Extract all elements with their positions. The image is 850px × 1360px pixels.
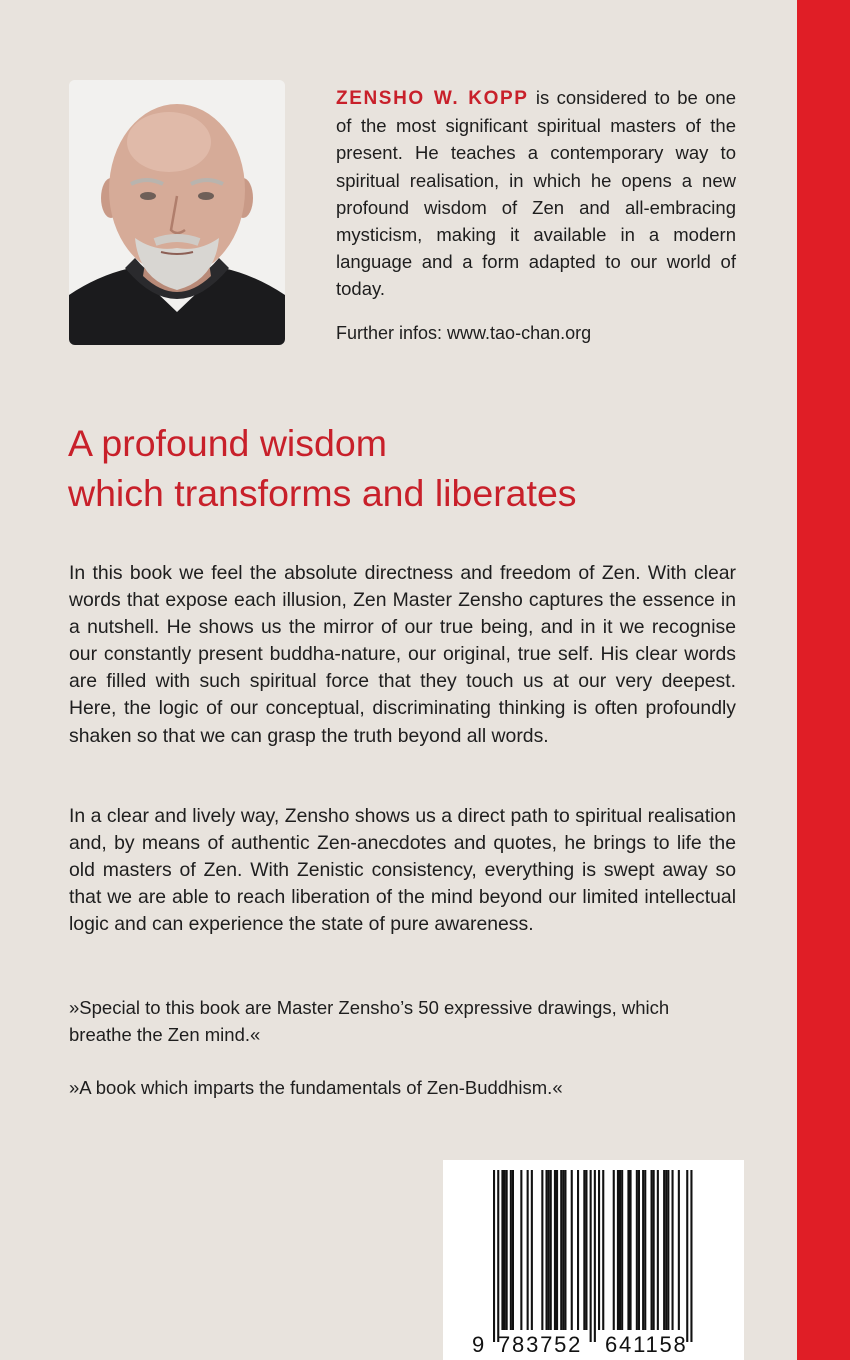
barcode-bar xyxy=(493,1170,495,1342)
isbn-barcode xyxy=(443,1160,744,1360)
barcode-bar xyxy=(644,1170,646,1330)
description-paragraph-2: In a clear and lively way, Zensho shows us a direct path to spiritual realisation and, by means of authentic Zen-anecdotes and quotes, he brings to life the old masters of Zen. With Zenistic consistency, everything is swept away so that we are able to reach liberation of the mind beyond our limited intellectual logic and can experience the state of pure awareness. xyxy=(69,805,736,936)
review-quote-2: »A book which imparts the fundamentals of Zen-Buddhism.« xyxy=(69,1077,563,1098)
barcode-bar xyxy=(665,1170,667,1330)
barcode-bar xyxy=(598,1170,600,1330)
barcode-bar xyxy=(583,1170,585,1330)
barcode-right-digits: 641158 xyxy=(605,1332,688,1357)
barcode-bar xyxy=(630,1170,632,1330)
headline-line-2: which transforms and liberates xyxy=(68,472,577,514)
barcode-bar xyxy=(504,1170,506,1330)
barcode-bar xyxy=(602,1170,604,1330)
further-info-link: Further infos: www.tao-chan.org xyxy=(336,323,592,343)
barcode-bar xyxy=(651,1170,653,1330)
barcode-bar xyxy=(564,1170,566,1330)
barcode-bar xyxy=(556,1170,558,1330)
barcode-bar xyxy=(506,1170,508,1330)
barcode-bar xyxy=(546,1170,548,1330)
barcode-bar xyxy=(554,1170,556,1330)
barcode-bar xyxy=(527,1170,529,1330)
barcode-bar xyxy=(562,1170,564,1330)
barcode-bar xyxy=(560,1170,562,1330)
author-photo xyxy=(69,80,285,345)
barcode-bar xyxy=(667,1170,669,1330)
barcode-bar xyxy=(621,1170,623,1330)
barcode-bar xyxy=(690,1170,692,1342)
barcode-lead-digit: 9 xyxy=(472,1332,485,1357)
barcode-bar xyxy=(613,1170,615,1330)
headline-line-1: A profound wisdom xyxy=(68,422,387,464)
barcode-bar xyxy=(571,1170,573,1330)
barcode-bar xyxy=(497,1170,499,1342)
barcode-bar xyxy=(678,1170,680,1330)
spine-color-stripe xyxy=(797,0,850,1360)
headline xyxy=(68,418,768,518)
review-quote-1: »Special to this book are Master Zensho’s 50 expressive drawings, which breathe the Zen mind.« xyxy=(69,997,670,1045)
barcode-bar xyxy=(590,1170,592,1342)
barcode-bar xyxy=(531,1170,533,1330)
barcode-bars xyxy=(443,1160,744,1360)
barcode-bar xyxy=(663,1170,665,1330)
barcode-bar xyxy=(550,1170,552,1330)
barcode-bar xyxy=(686,1170,688,1342)
author-name: ZENSHO W. KOPP xyxy=(336,88,529,109)
barcode-bar xyxy=(617,1170,619,1330)
barcode-bar xyxy=(510,1170,512,1330)
author-bio xyxy=(336,84,736,303)
barcode-bar xyxy=(619,1170,621,1330)
barcode-bar xyxy=(657,1170,659,1330)
barcode-bar xyxy=(672,1170,674,1330)
description-paragraph-1: In this book we feel the absolute directness and freedom of Zen. With clear words that expose each illusion, Zen Master Zensho captures the essence in a nutshell. He shows us the mirror of our true being, and in it we recognise our constantly present buddha-nature, our original, true self. His clear words are filled with such spiritual force that they touch us at our very deepest. Here, the logic of our conceptual, discriminating thinking is often profoundly shaken so that we can grasp the truth beyond all words. xyxy=(69,562,736,747)
barcode-bar xyxy=(548,1170,550,1330)
barcode-bar xyxy=(594,1170,596,1342)
barcode-bar xyxy=(512,1170,514,1330)
barcode-bar xyxy=(627,1170,629,1330)
barcode-bar xyxy=(636,1170,638,1330)
barcode-bar xyxy=(585,1170,587,1330)
barcode-left-digits: 783752 xyxy=(498,1332,583,1357)
barcode-bar xyxy=(501,1170,503,1330)
barcode-bar xyxy=(577,1170,579,1330)
barcode-bar xyxy=(653,1170,655,1330)
barcode-bar xyxy=(520,1170,522,1330)
barcode-bar xyxy=(638,1170,640,1330)
barcode-bar xyxy=(642,1170,644,1330)
author-portrait-image xyxy=(69,80,285,345)
author-bio-text: is considered to be one of the most significant spiritual masters of the present. He teaches a contemporary way to spiritual realisation, in which he opens a new profound wisdom of Zen and all-embracing mysticism, making it available in a modern language and a form adapted to our world of today. xyxy=(336,87,736,300)
barcode-bar xyxy=(541,1170,543,1330)
